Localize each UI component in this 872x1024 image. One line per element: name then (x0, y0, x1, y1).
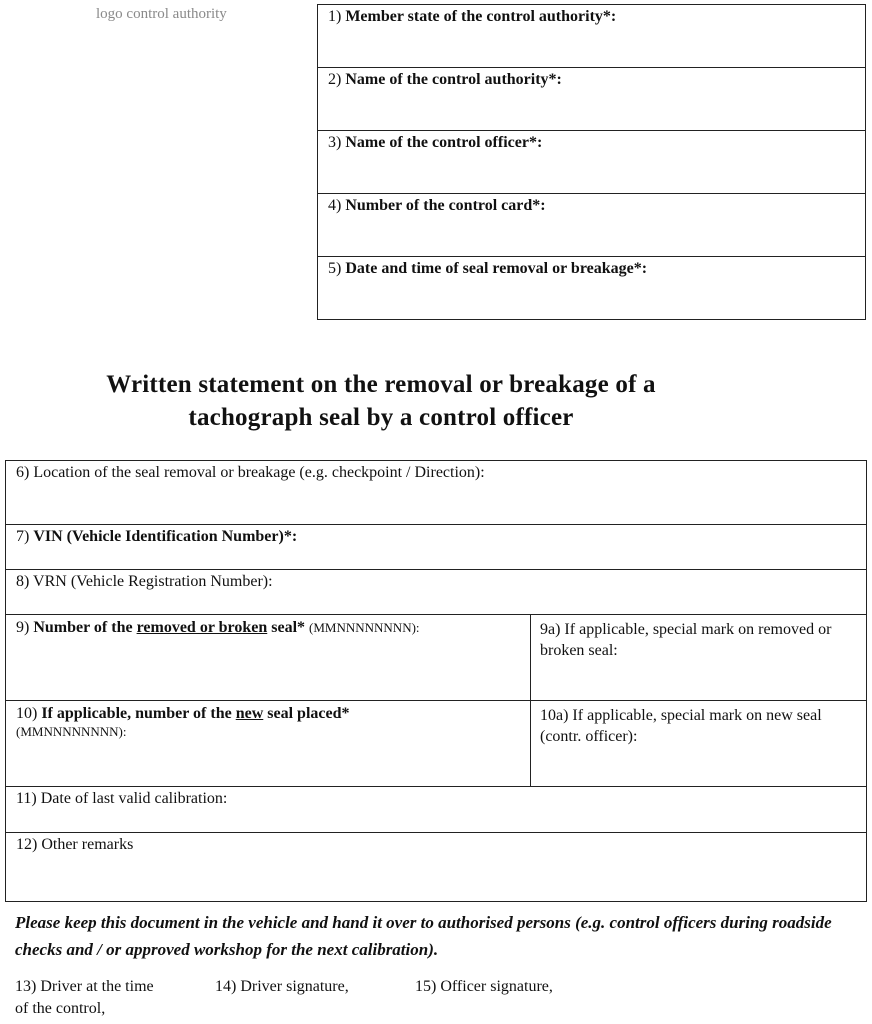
signature-label-cont: of the control, (15, 1000, 106, 1017)
field-label: 10a) If applicable, special mark on new seal (contr. officer): (540, 707, 822, 745)
field-number: 4) (328, 197, 342, 214)
control-authority-box (317, 4, 866, 320)
title-line-1: Written statement on the removal or breakage of a (106, 371, 656, 398)
signature-driver[interactable] (215, 976, 349, 998)
field-vrn[interactable] (6, 570, 866, 615)
field-label: Name of the control officer*: (345, 134, 543, 151)
field-number: 10) (16, 705, 38, 722)
row-removed-seal (6, 615, 866, 701)
field-location[interactable] (6, 461, 866, 525)
field-member-state[interactable] (318, 5, 865, 68)
field-label: 6) Location of the seal removal or breakage (e.g. checkpoint / Direction): (16, 464, 485, 481)
field-label: seal placed* (267, 705, 350, 722)
field-label-underlined: new (235, 705, 264, 722)
signature-label: 13) Driver at the time (15, 978, 154, 995)
field-vin[interactable] (6, 525, 866, 570)
field-label: seal* (271, 619, 306, 636)
field-new-seal-number[interactable] (6, 701, 531, 786)
seal-format-hint: (MMNNNNNNNN): (16, 724, 127, 739)
field-label-underlined: removed or broken (136, 619, 268, 636)
document-title (0, 368, 762, 434)
field-label: VIN (Vehicle Identification Number)*: (33, 528, 298, 545)
seal-format-hint: (MMNNNNNNNN): (309, 620, 420, 635)
field-label: Number of the control card*: (345, 197, 546, 214)
field-label: If applicable, number of the (41, 705, 232, 722)
field-label: 12) Other remarks (16, 836, 134, 853)
field-seal-removal-datetime[interactable] (318, 257, 865, 319)
field-number: 2) (328, 71, 342, 88)
field-calibration-date[interactable] (6, 787, 866, 833)
field-authority-name[interactable] (318, 68, 865, 131)
field-new-seal-mark[interactable] (531, 701, 866, 786)
title-line-2: tachograph seal by a control officer (188, 404, 574, 431)
field-number: 9) (16, 619, 30, 636)
signature-label: 14) Driver signature, (215, 978, 349, 995)
field-control-card[interactable] (318, 194, 865, 257)
field-label: Member state of the control authority*: (345, 8, 617, 25)
field-removed-seal-number[interactable] (6, 615, 531, 700)
row-new-seal (6, 701, 866, 787)
field-number: 3) (328, 134, 342, 151)
field-officer-name[interactable] (318, 131, 865, 194)
field-label: Date and time of seal removal or breakage*: (345, 260, 648, 277)
field-number: 1) (328, 8, 342, 25)
field-label: 8) VRN (Vehicle Registration Number): (16, 573, 273, 590)
instruction-note: Please keep this document in the vehicle and hand it over to authorised persons (e.g. control officers during roadside checks and / or approved workshop for the next calibration). (15, 913, 832, 959)
field-label: 9a) If applicable, special mark on removed or broken seal: (540, 621, 832, 659)
field-number: 7) (16, 528, 30, 545)
field-label: 11) Date of last valid calibration: (16, 790, 228, 807)
field-number: 5) (328, 260, 342, 277)
seal-details-box (5, 460, 867, 902)
field-label: Name of the control authority*: (345, 71, 562, 88)
field-other-remarks[interactable] (6, 833, 866, 901)
signature-label: 15) Officer signature, (415, 978, 553, 995)
field-removed-seal-mark[interactable] (531, 615, 866, 700)
logo-placeholder: logo control authority (96, 6, 227, 22)
signature-officer[interactable] (415, 976, 553, 998)
signature-driver-at-control[interactable] (15, 976, 154, 1020)
field-label: Number of the (33, 619, 133, 636)
